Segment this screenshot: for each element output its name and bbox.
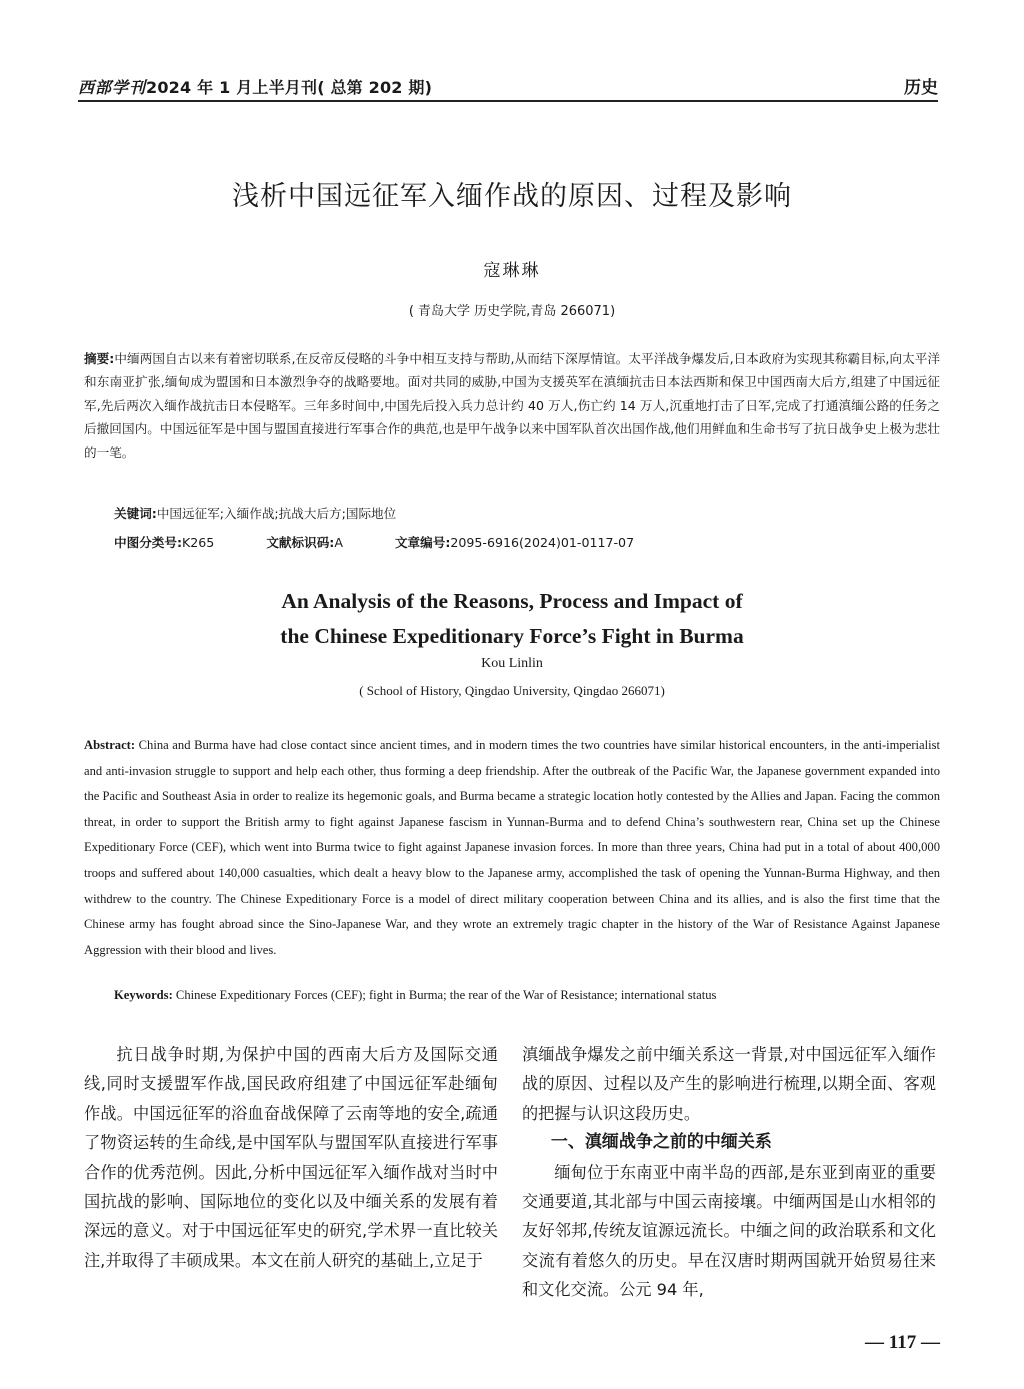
author-en: Kou Linlin: [481, 656, 543, 671]
journal-logo: 西部学刊: [78, 78, 147, 97]
article-number-label: 文章编号:: [394, 535, 451, 550]
body-column-right: [522, 1040, 936, 1305]
keywords-en: [114, 988, 940, 1003]
abstract-en-label: Abstract:: [84, 738, 136, 752]
doc-code-value: A: [334, 535, 343, 550]
affiliation-cn: ( 青岛大学 历史学院,青岛 266071): [408, 304, 616, 319]
abstract-cn: [84, 347, 940, 464]
clc-number: [114, 532, 214, 551]
keywords-en-text: Chinese Expeditionary Forces (CEF); fight in Burma; the rear of the War of Resistance; international status: [172, 988, 717, 1002]
abstract-en-text: China and Burma have had close contact since ancient times, and in modern times the two countries have similar historical encounters, in the anti-imperialist and anti-invasion struggle to support and help each other, thus forming a deep friendship. After the outbreak of the Pacific War, the Japanese government expanded into the Pacific and Southeast Asia in order to realize its hegemonic goals, and Burma became a strategic location hotly contested by the Allies and Japan. Facing the common threat, in order to support the British army to fight against Japanese fascism in Yunnan-Burma and to defend China’s southwestern rear, China set up the Chinese Expeditionary Force (CEF), which went into Burma twice to fight against Japanese invasion forces. In more than three years, China had put in a total of about 400,000 troops and suffered about 140,000 casualties, which dealt a heavy blow to the Japanese army, accomplished the task of opening the Yunnan-Burma Highway, and then withdrew to the country. The Chinese Expeditionary Force is a model of direct military cooperation between China and its allies, and is also the first time that the Chinese army has fought abroad since the Sino-Japanese War, and they wrote an extremely tragic chapter in the history of the War of Resistance Against Japanese Aggression with their blood and lives.: [84, 738, 940, 957]
section-label: 历史: [904, 78, 938, 98]
journal-issue-header: [78, 75, 432, 98]
article-title-en: [0, 584, 1024, 654]
classification-line: [114, 532, 934, 551]
page-number: — 117 —: [865, 1332, 940, 1353]
intro-paragraph: 抗日战争时期,为保护中国的西南大后方及国际交通线,同时支援盟军作战,国民政府组建了中国远征军赴缅甸作战。中国远征军的浴血奋战保障了云南等地的安全,疏通了物资运转的生命线,是中国军队与盟国军队直接进行军事合作的优秀范例。因此,分析中国远征军入缅作战对当时中国抗战的影响、国际地位的变化以及中缅关系的发展有着深远的意义。对于中国远征军史的研究,学术界一直比较关注,并取得了丰硕成果。本文在前人研究的基础上,立足于: [84, 1045, 498, 1270]
running-header: [78, 72, 938, 98]
article-title-cn: 浅析中国远征军入缅作战的原因、过程及影响: [232, 181, 792, 212]
keywords-cn-label: 关键词:: [114, 506, 157, 521]
title-en-line1: An Analysis of the Reasons, Process and Impact of: [281, 589, 743, 613]
issue-info: 2024 年 1 月上半月刊( 总第 202 期): [146, 78, 433, 97]
abstract-cn-text: 中缅两国自古以来有着密切联系,在反帝反侵略的斗争中相互支持与帮助,从而结下深厚情谊。太平洋战争爆发后,日本政府为实现其称霸目标,向太平洋和东南亚扩张,缅甸成为盟国和日本激烈争夺的战略要地。面对共同的威胁,中国为支援英军在滇缅抗击日本法西斯和保卫中国西南大后方,组建了中国远征军,先后两次入缅作战抗击日本侵略军。三年多时间中,中国先后投入兵力总计约 40 万人,伤亡约 14 万人,沉重地打击了日军,完成了打通滇缅公路的任务之后撤回国内。中国远征军是中国与盟国直接进行军事合作的典范,也是甲午战争以来中国军队首次出国作战,他们用鲜血和生命书写了抗日战争史上极为悲壮的一笔。: [84, 351, 940, 460]
body-column-left: [84, 1040, 498, 1275]
section-paragraph: 缅甸位于东南亚中南半岛的西部,是东亚到南亚的重要交通要道,其北部与中国云南接壤。中缅两国是山水相邻的友好邻邦,传统友谊源远流长。中缅之间的政治联系和文化交流有着悠久的历史。早在汉唐时期两国就开始贸易往来和文化交流。公元 94 年,: [522, 1162, 936, 1300]
author-cn: 寇琳琳: [483, 261, 541, 281]
article-number: [395, 532, 634, 551]
keywords-cn-text: 中国远征军;入缅作战;抗战大后方;国际地位: [156, 506, 397, 521]
keywords-cn: [114, 503, 934, 522]
keywords-en-label: Keywords:: [114, 988, 173, 1002]
section-heading: 一、滇缅战争之前的中缅关系: [550, 1132, 772, 1153]
title-en-line2: the Chinese Expeditionary Force’s Fight in Burma: [280, 624, 744, 648]
clc-value: K265: [182, 535, 215, 550]
abstract-cn-label: 摘要:: [84, 351, 115, 366]
affiliation-en: ( School of History, Qingdao University, Qingdao 266071): [359, 683, 665, 698]
header-rule: [78, 100, 938, 102]
abstract-en: [84, 733, 940, 963]
article-number-value: 2095-6916(2024)01-0117-07: [450, 535, 635, 550]
doc-code-label: 文献标识码:: [266, 535, 335, 550]
intro-paragraph-continued: 滇缅战争爆发之前中缅关系这一背景,对中国远征军入缅作战的原因、过程以及产生的影响进行梳理,以期全面、客观的把握与认识这段历史。: [522, 1045, 936, 1123]
document-code: [266, 532, 343, 551]
clc-label: 中图分类号:: [114, 535, 183, 550]
